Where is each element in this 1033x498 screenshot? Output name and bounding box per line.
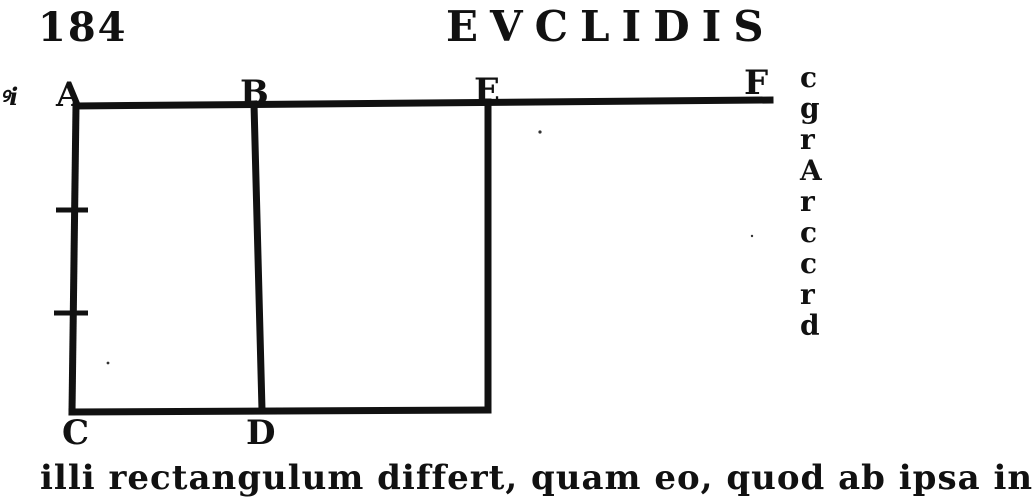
running-head: EVCLIDIS bbox=[446, 2, 776, 51]
stray-dot bbox=[107, 362, 110, 365]
side-letter: r bbox=[800, 278, 815, 311]
label-E: E bbox=[474, 71, 500, 111]
stray-dot bbox=[538, 130, 541, 133]
side-letter: r bbox=[800, 123, 815, 156]
side-letter: g bbox=[800, 92, 820, 125]
label-D: D bbox=[246, 413, 276, 453]
side-letter: c bbox=[800, 216, 818, 249]
margin-mark: ꝰi bbox=[0, 82, 19, 111]
right-column-text bbox=[800, 62, 822, 341]
label-A: A bbox=[56, 75, 83, 115]
label-C: C bbox=[62, 413, 90, 453]
line-BD bbox=[254, 104, 262, 410]
label-F: F bbox=[744, 63, 769, 103]
page-number: 184 bbox=[38, 4, 128, 51]
side-letter: r bbox=[800, 185, 815, 218]
line-AC bbox=[72, 106, 76, 412]
side-letter: A bbox=[800, 154, 822, 187]
label-B: B bbox=[240, 73, 269, 113]
line-AF bbox=[76, 100, 770, 106]
side-letter: c bbox=[800, 61, 818, 94]
bottom-text-line: illi rectangulum differt, quam eo, quod ab ipsa in bbox=[40, 458, 1033, 498]
side-letter: c bbox=[800, 247, 818, 280]
line-CG bbox=[72, 410, 488, 412]
side-letter: d bbox=[800, 309, 820, 342]
stray-dot bbox=[751, 235, 753, 237]
